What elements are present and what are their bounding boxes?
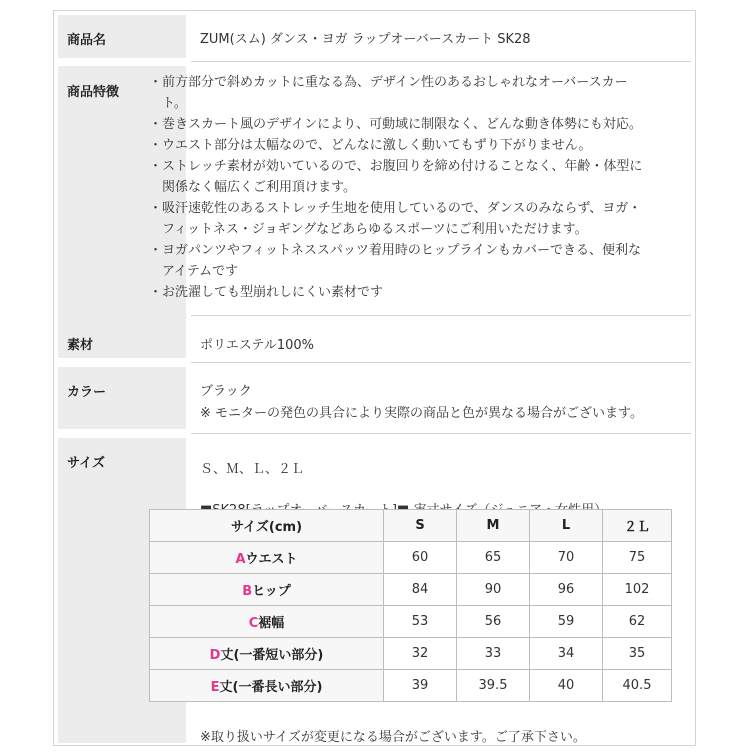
row-material bbox=[54, 316, 695, 362]
feature-line: ・ヨガパンツやフィットネススパッツ着用時のヒップラインもカバーできる、便利な bbox=[149, 243, 642, 258]
value-product-name: ZUM(スム) ダンス・ヨガ ラップオーバースカート SK28 bbox=[200, 32, 531, 47]
table-cell: 34 bbox=[530, 638, 603, 670]
features-list bbox=[149, 72, 729, 303]
table-cell: 35 bbox=[603, 638, 672, 670]
table-cell: 33 bbox=[457, 638, 530, 670]
row-product-name bbox=[54, 11, 695, 62]
row-label: E丈(一番長い部分) bbox=[150, 670, 384, 702]
row-color bbox=[54, 363, 695, 433]
row-label: Bヒップ bbox=[150, 574, 384, 606]
table-cell: 70 bbox=[530, 542, 603, 574]
feature-line: ・巻きスカート風のデザインにより、可動域に制限なく、どんな動き体勢にも対応。 bbox=[149, 117, 642, 132]
feature-line: ・吸汗速乾性のあるストレッチ生地を使用しているので、ダンスのみならず、ヨガ・ bbox=[149, 201, 642, 216]
column-header: サイズ(cm) bbox=[150, 510, 384, 542]
table-row bbox=[150, 670, 672, 702]
table-cell: 62 bbox=[603, 606, 672, 638]
size-table bbox=[149, 509, 672, 702]
feature-line: ・ウエスト部分は太幅なので、どんなに激しく動いてもずり下がりません。 bbox=[149, 138, 592, 153]
column-header: L bbox=[530, 510, 603, 542]
value-size: Ｓ、Ｍ、Ｌ、２Ｌ ※取り扱いサイズが変更になる場合がございます。ご了承下さい。 bbox=[191, 438, 691, 743]
label-color: カラー bbox=[58, 367, 186, 429]
column-header: S bbox=[384, 510, 457, 542]
label-product-name: 商品名 bbox=[58, 15, 186, 58]
value-color: ブラック ※ モニターの発色の具合により実際の商品と色が異なる場合がございます。 bbox=[200, 384, 643, 421]
feature-line: 関係なく幅広くご利用頂けます。 bbox=[149, 180, 356, 195]
column-header: ２Ｌ bbox=[603, 510, 672, 542]
table-cell: 53 bbox=[384, 606, 457, 638]
table-row bbox=[150, 638, 672, 670]
table-header-row bbox=[150, 510, 672, 542]
feature-line: ・お洗濯しても型崩れしにくい素材です bbox=[149, 285, 384, 300]
table-cell: 39 bbox=[384, 670, 457, 702]
color-note: ※ モニターの発色の具合により実際の商品と色が異なる場合がございます。 bbox=[200, 406, 643, 421]
table-cell: 84 bbox=[384, 574, 457, 606]
row-label: D丈(一番短い部分) bbox=[150, 638, 384, 670]
table-cell: 75 bbox=[603, 542, 672, 574]
table-cell: 65 bbox=[457, 542, 530, 574]
table-cell: 102 bbox=[603, 574, 672, 606]
table-cell: 60 bbox=[384, 542, 457, 574]
label-size: サイズ bbox=[58, 438, 186, 743]
table-cell: 39.5 bbox=[457, 670, 530, 702]
feature-line: フィットネス・ジョギングなどあらゆるスポーツにご利用いただけます。 bbox=[149, 222, 588, 237]
size-footnote: ※取り扱いサイズが変更になる場合がございます。ご了承下さい。 bbox=[200, 730, 586, 745]
column-header: M bbox=[457, 510, 530, 542]
table-cell: 90 bbox=[457, 574, 530, 606]
row-label: Aウエスト bbox=[150, 542, 384, 574]
label-features: 商品特徴 bbox=[58, 66, 186, 322]
value-material: ポリエステル100% bbox=[200, 338, 314, 353]
table-row bbox=[150, 542, 672, 574]
table-cell: 40.5 bbox=[603, 670, 672, 702]
table-cell: 56 bbox=[457, 606, 530, 638]
feature-line: ・ストレッチ素材が効いているので、お腹回りを締め付けることなく、年齢・体型に bbox=[149, 159, 643, 174]
table-row bbox=[150, 606, 672, 638]
feature-line: アイテムです bbox=[149, 264, 239, 279]
feature-line: ・前方部分で斜めカットに重なる為、デザイン性のあるおしゃれなオーバースカー bbox=[149, 75, 628, 90]
table-cell: 32 bbox=[384, 638, 457, 670]
row-label: C裾幅 bbox=[150, 606, 384, 638]
feature-line: ト。 bbox=[149, 96, 187, 111]
table-cell: 59 bbox=[530, 606, 603, 638]
table-row bbox=[150, 574, 672, 606]
table-cell: 40 bbox=[530, 670, 603, 702]
table-cell: 96 bbox=[530, 574, 603, 606]
label-material: 素材 bbox=[58, 320, 186, 358]
